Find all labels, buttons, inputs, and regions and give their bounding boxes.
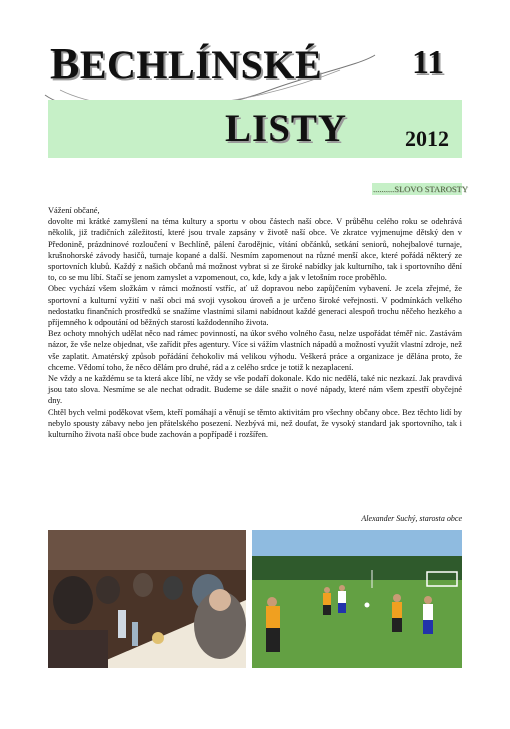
masthead-title: BECHLÍNSKÉ <box>50 39 323 88</box>
article-body <box>48 205 462 440</box>
senior-gathering-photo <box>48 530 246 668</box>
article-paragraph: Bez ochoty mnohých udělat něco nad rámec povinností, na úkor svého volného času, nelze uspořádat téměř nic. Zastávám názor, že vše nelze objednat, vše zařídit přes agentury. Více si vážím vlastních nápadů a možností využít vlastní zdroje, než vše zaplatit. Amatérský způsob pořádání čehokoliv má velikou výhodu. Veškerá práce a organizace je dělána proto, že chceme. Vědomí toho, že něco dělám pro druhé, rád a z celého srdce je totiž k nezaplacení. <box>48 329 462 372</box>
section-label: ..........SLOVO STAROSTY <box>373 184 468 194</box>
article-paragraph: Vážení občané, <box>48 206 100 215</box>
article-paragraph: Chtěl bych velmi poděkovat všem, kteří pomáhají a věnují se těmto aktivitám pro všechny občany obce. Bez těchto lidí by nebylo spousty zábavy nebo jen přátelského posezení. Nezbývá mi, než doufat, že vysoký standard jak sportovního, tak i kulturního života naší obce bude zachován a popřípadě i rozšířen. <box>48 407 462 440</box>
article-signature: Alexander Suchý, starosta obce <box>361 514 462 523</box>
masthead-subtitle: LISTY <box>225 107 348 150</box>
article-paragraph: Ne vždy a ne každému se ta která akce líbí, ne vždy se vše podaří dokonale. Kdo nic nedělá, také nic nezkazí. Jak pravdivá jsou tato slova. Nesmíme se ale nechat odradit. Budeme se dále snažit o nové nápady, které nám všem zpestří obyčejné dny. <box>48 374 462 406</box>
issue-number: 11 <box>412 44 445 81</box>
football-match-photo <box>252 530 462 668</box>
article-paragraph: dovolte mi krátké zamyšlení na téma kultury a sportu v obou částech naší obce. V průběhu celého roku se odehrává několik, již tradičních záležitostí, které jsou trvale zapsány v životě naší obce. Ve zkratce vyjmenujme dětský den v Předonině, prázdninové rozloučení v Bechlíně, pálení čarodějnic, vítání občánků, setkání seniorů, nohejbalové turnaje, krušnohorské závody hasičů, turnaje kopané a další. Nesmím zapomenout na různé menší akce, které pořádá některý ze sportovních klubů. Každý z našich občanů má možnost vybrat si ze široké nabídky jak kulturního, tak i sportovního dění to, co se mu líbí. Stačí se jenom zamyslet a vzpomenout, co, kde, kdy a jak v letošním roce proběhlo. <box>48 217 462 283</box>
issue-year: 2012 <box>405 126 449 151</box>
article-paragraph: Obec vychází všem složkám v rámci možností vstříc, ať už dopravou nebo zapůjčením vybavení. Je zcela zřejmé, že sportovní a kulturní vyžití v naší obci má svoji vysokou úroveň a je určeno široké veřejnosti. V podmínkách velkého nedostatku finančních prostředků se snažíme vlastními silami nabídnout každé generaci alespoň trochu něčeho hezkého a příjemného k odpoutání od běžných starostí každodenního života. <box>48 284 462 328</box>
